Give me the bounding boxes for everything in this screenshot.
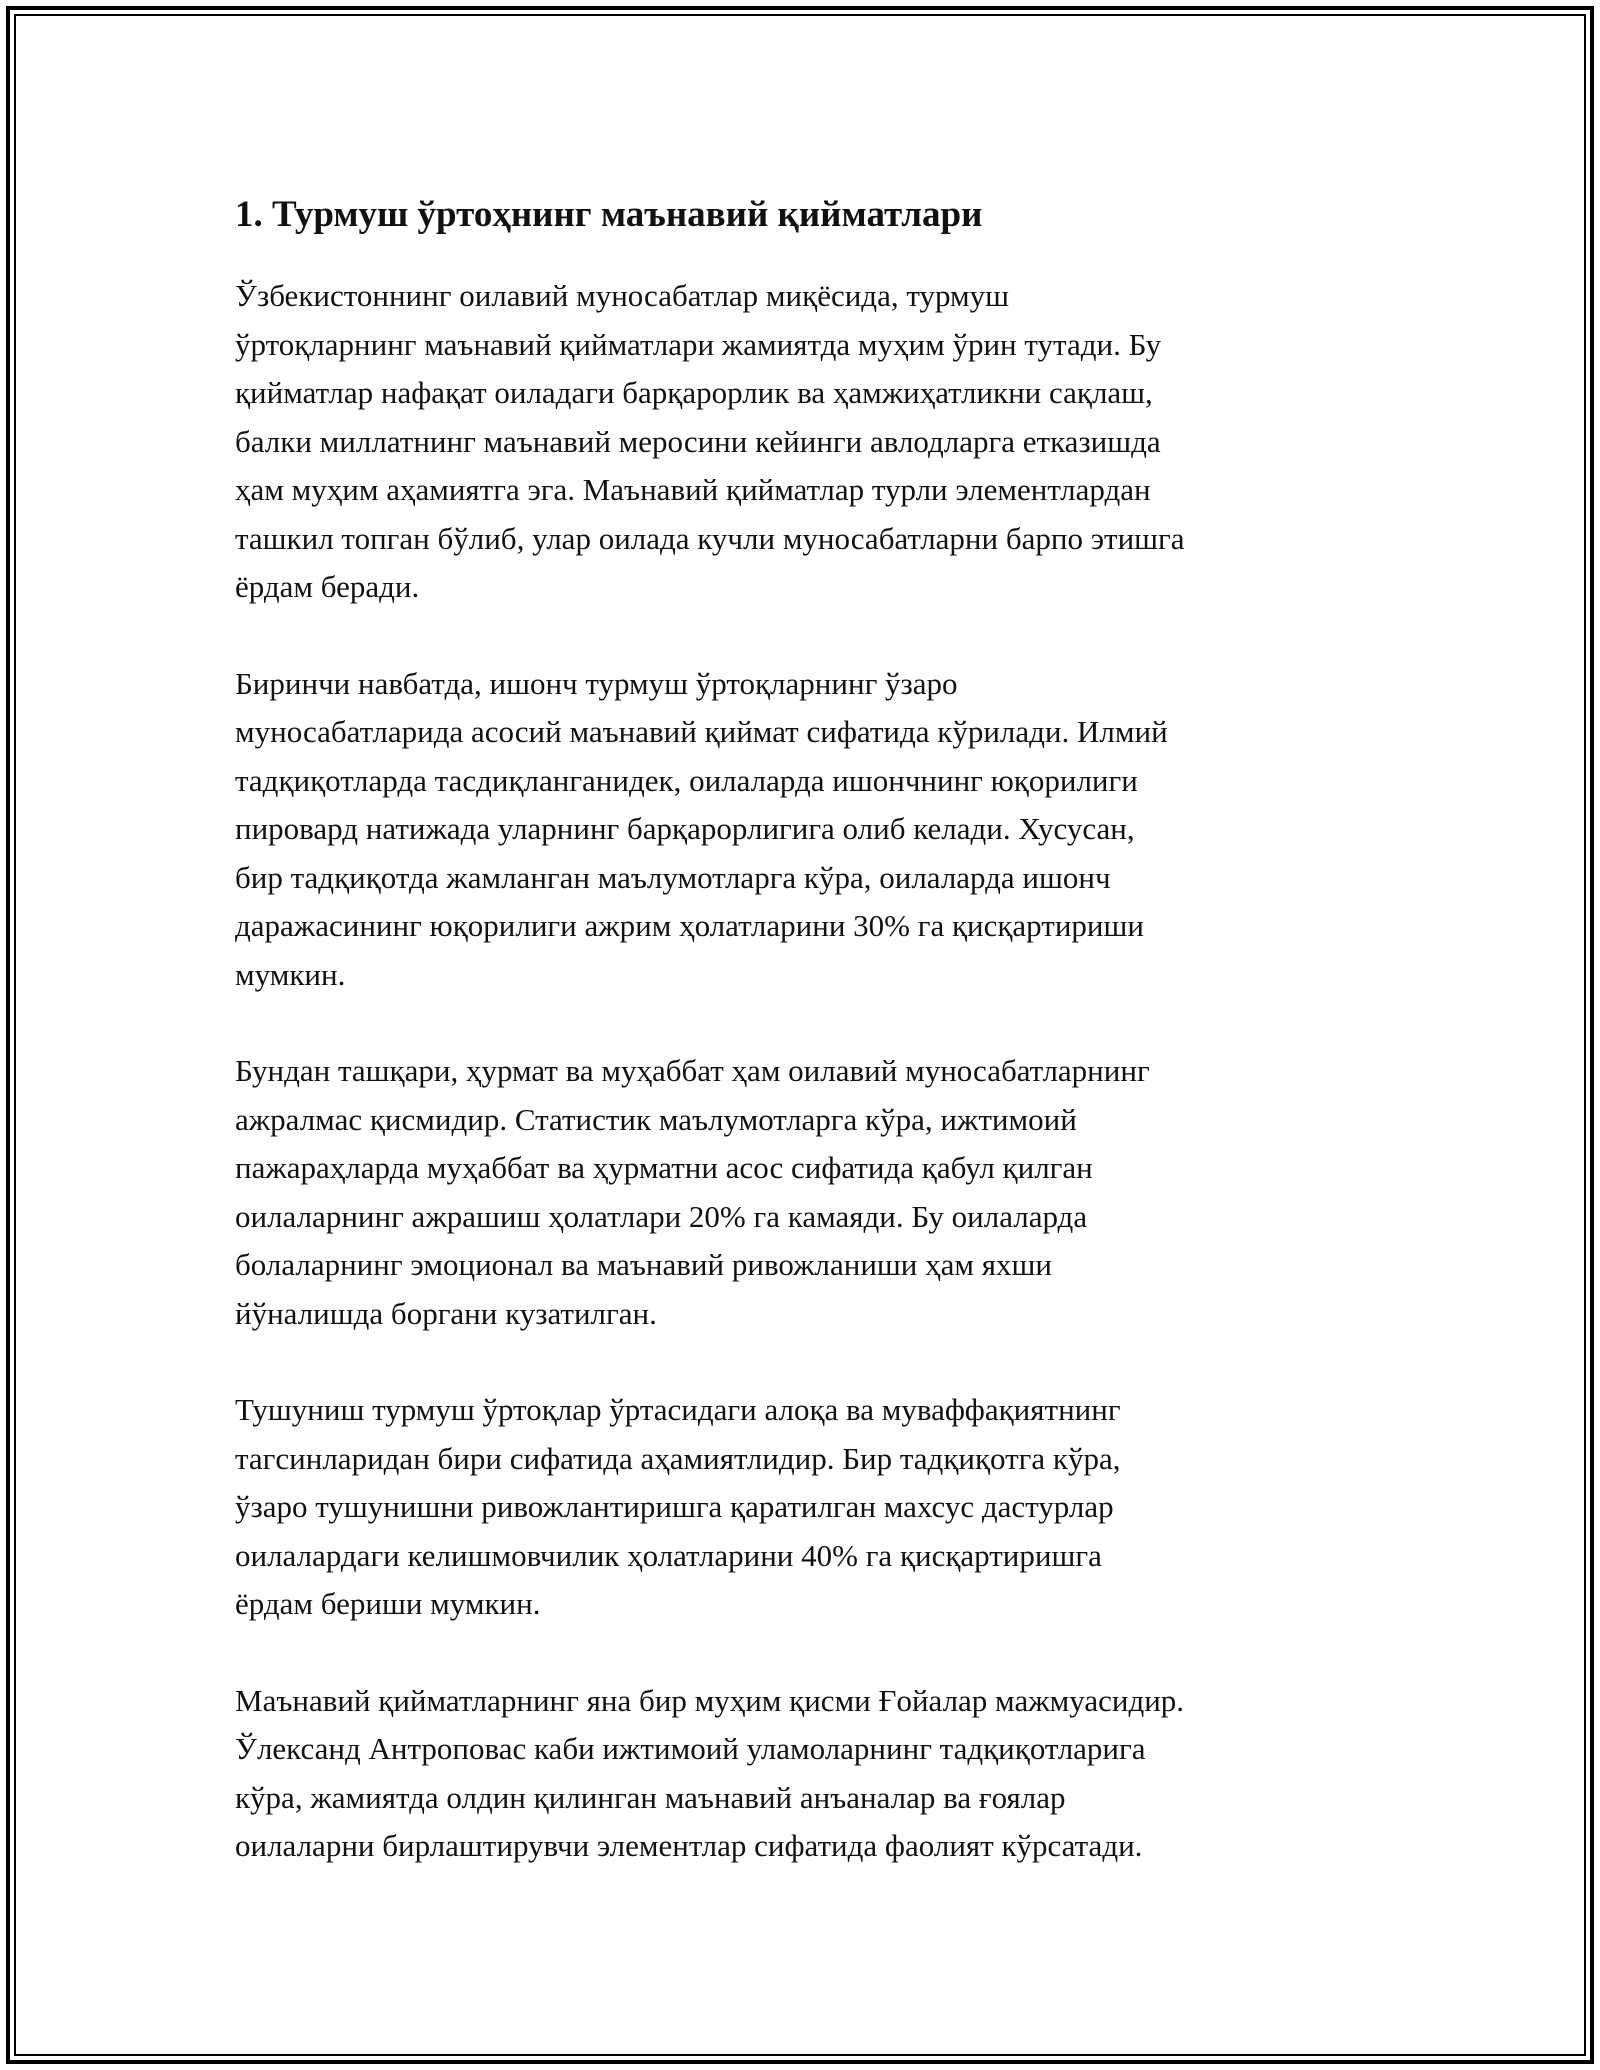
paragraph-intro: Ўзбекистоннинг оилавий муносабатлар миқёсида, турмуш ўртоқларнинг маънавий қийматлари жамиятда муҳим ўрин тутади. Бу қийматлар нафақат оиладаги барқарорлик ва ҳамжиҳатликни сақлаш, балки миллатнинг маънавий меросини кейинги авлодларга етказишда ҳам муҳим аҳамиятга эга. Маънавий қийматлар турли элементлардан ташкил топган бўлиб, улар оилада кучли муносабатларни барпо этишга ёрдам беради. bbox=[235, 278, 1185, 604]
paragraph-ideas: Маънавий қийматларнинг яна бир муҳим қисми Ғойалар мажмуасидир. Ўлександ Антроповас каби ижтимоий уламоларнинг тадқиқотларига кўра, жамиятда олдин қилинган маънавий анъаналар ва ғоялар оилаларни бирлаштирувчи элементлар сифатида фаолият кўрсатади. bbox=[235, 1682, 1185, 1863]
document-body bbox=[235, 188, 1385, 1919]
paragraph-understanding: Тушуниш турмуш ўртоқлар ўртасидаги алоқа ва муваффақиятнинг тагсинларидан бири сифатида аҳамиятлидир. Бир тадқиқотга кўра, ўзаро тушунишни ривожлантиришга қаратилган махсус дастурлар оилалардаги келишмовчилик ҳолатларини 40% га қисқартиришга ёрдам бериши мумкин. bbox=[235, 1392, 1121, 1621]
paragraph-trust: Биринчи навбатда, ишонч турмуш ўртоқларнинг ўзаро муносабатларида асосий маънавий қиймат сифатида кўрилади. Илмий тадқиқотларда тасдиқланганидек, оилаларда ишончнинг юқорилиги пировард натижада уларнинг барқарорлигига олиб келади. Хусусан, бир тадқиқотда жамланган маълумотларга кўра, оилаларда ишонч даражасининг юқорилиги ажрим ҳолатларини 30% га қисқартириши мумкин. bbox=[235, 665, 1168, 992]
section-heading: 1. Турмуш ўртоҳнинг маънавий қийматлари bbox=[235, 194, 983, 235]
paragraph-respect-love: Бундан ташқари, ҳурмат ва муҳаббат ҳам оилавий муносабатларнинг ажралмас қисмидир. Статистик маълумотларга кўра, ижтимоий пажараҳларда муҳаббат ва ҳурматни асос сифатида қабул қилган оилаларнинг ажрашиш ҳолатлари 20% га камаяди. Бу оилаларда болаларнинг эмоционал ва маънавий ривожланиши ҳам яхши йўналишда боргани кузатилган. bbox=[235, 1053, 1150, 1331]
